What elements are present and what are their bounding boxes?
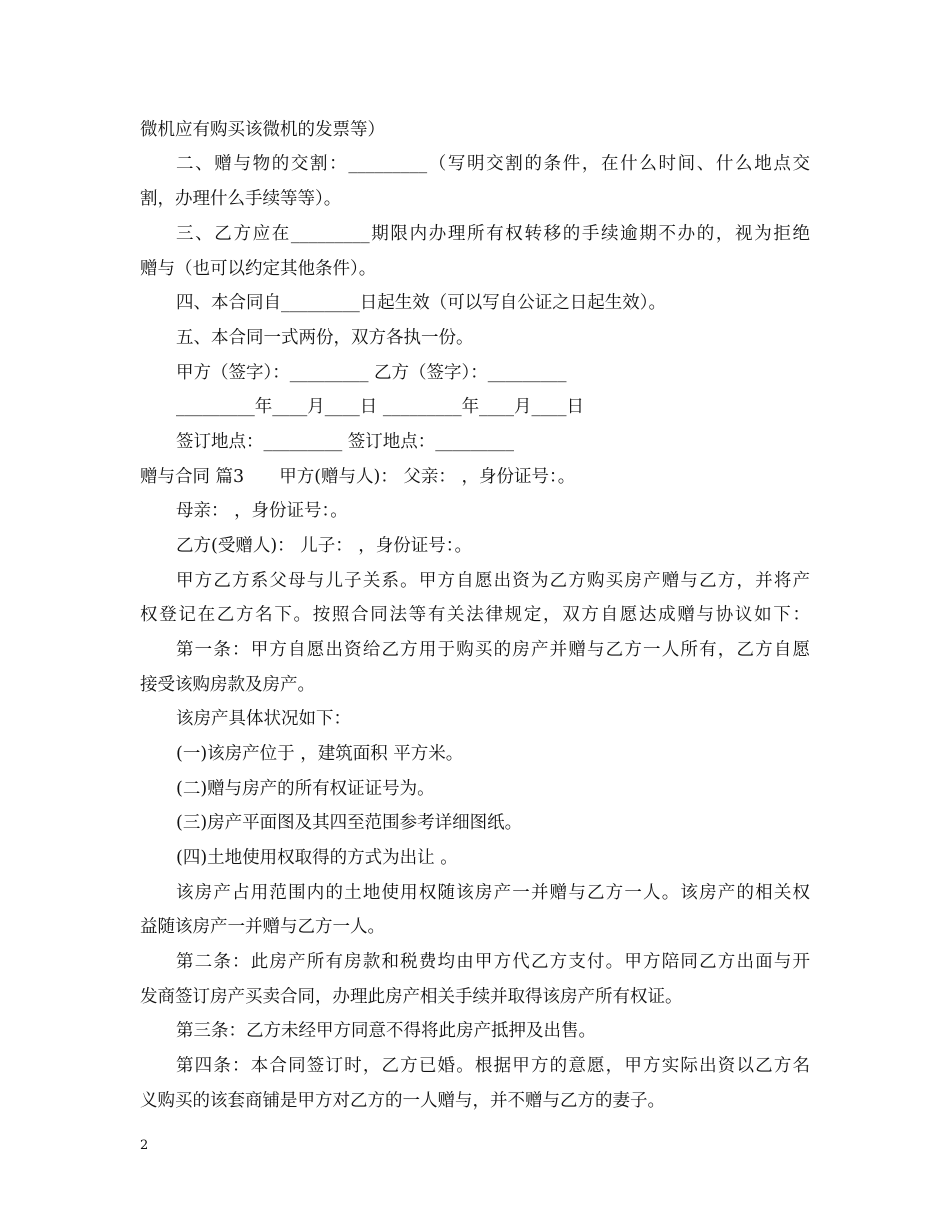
text-line: 甲方乙方系父母与儿子关系。甲方自愿出资为乙方购买房产赠与乙方，并将产 bbox=[176, 571, 810, 591]
text-line: 益随该房产一并赠与乙方一人。 bbox=[140, 917, 385, 937]
text-line: 母亲： ，身份证号：。 bbox=[176, 501, 348, 521]
list-item: (三)房产平面图及其四至范围参考详细图纸。 bbox=[176, 813, 523, 833]
text-line: 二、赠与物的交割：_________（写明交割的条件，在什么时间、什么地点交 bbox=[176, 154, 810, 174]
page-number: 2 bbox=[140, 1138, 149, 1153]
text-line: 四、本合同自_________日起生效（可以写自公证之日起生效）。 bbox=[176, 293, 666, 313]
text-line: 义购买的该套商铺是甲方对乙方的一人赠与，并不赠与乙方的妻子。 bbox=[140, 1091, 665, 1111]
text-line: 割，办理什么手续等等）。 bbox=[140, 189, 342, 209]
text-line: 第三条：乙方未经甲方同意不得将此房产抵押及出售。 bbox=[176, 1021, 596, 1041]
text-line: 该房产占用范围内的土地使用权随该房产一并赠与乙方一人。该房产的相关权 bbox=[176, 883, 810, 903]
list-item: (二)赠与房产的所有权证证号为。 bbox=[176, 779, 435, 799]
text-line: 该房产具体状况如下： bbox=[176, 709, 351, 729]
list-item: (四)土地使用权取得的方式为出让 。 bbox=[176, 848, 458, 868]
list-item: (一)该房产位于 ，建筑面积 平方米。 bbox=[176, 744, 464, 764]
text-line: 接受该购房款及房产。 bbox=[140, 675, 315, 695]
text-line: 权登记在乙方名下。按照合同法等有关法律规定，双方自愿达成赠与协议如下： bbox=[140, 605, 810, 625]
text-line: 三、乙方应在_________期限内办理所有权转移的手续逾期不办的，视为拒绝 bbox=[176, 224, 810, 244]
text-line: 微机应有购买该微机的发票等） bbox=[140, 120, 385, 140]
text-line: 第二条：此房产所有房款和税费均由甲方代乙方支付。甲方陪同乙方出面与开 bbox=[176, 952, 810, 972]
signing-place-line: 签订地点：_________ 签订地点：_________ bbox=[176, 432, 515, 452]
signature-line: 甲方（签字）：_________ 乙方（签字）：_________ bbox=[176, 363, 567, 383]
text-line: 乙方(受赠人)： 儿子： ，身份证号：。 bbox=[176, 536, 473, 556]
text-line: 第四条：本合同签订时，乙方已婚。根据甲方的意愿，甲方实际出资以乙方名 bbox=[176, 1056, 810, 1076]
text-line: 第一条：甲方自愿出资给乙方用于购买的房产并赠与乙方一人所有，乙方自愿 bbox=[176, 640, 810, 660]
text-line: 赠与（也可以约定其他条件）。 bbox=[140, 259, 377, 279]
date-line: _________年____月____日 _________年____月____日 bbox=[176, 397, 585, 417]
text-line: 发商签订房产买卖合同，办理此房产相关手续并取得该房产所有权证。 bbox=[140, 987, 683, 1007]
section-heading: 赠与合同 篇3 甲方(赠与人)： 父亲： ，身份证号：。 bbox=[140, 467, 576, 487]
text-line: 五、本合同一式两份，双方各执一份。 bbox=[176, 328, 474, 348]
